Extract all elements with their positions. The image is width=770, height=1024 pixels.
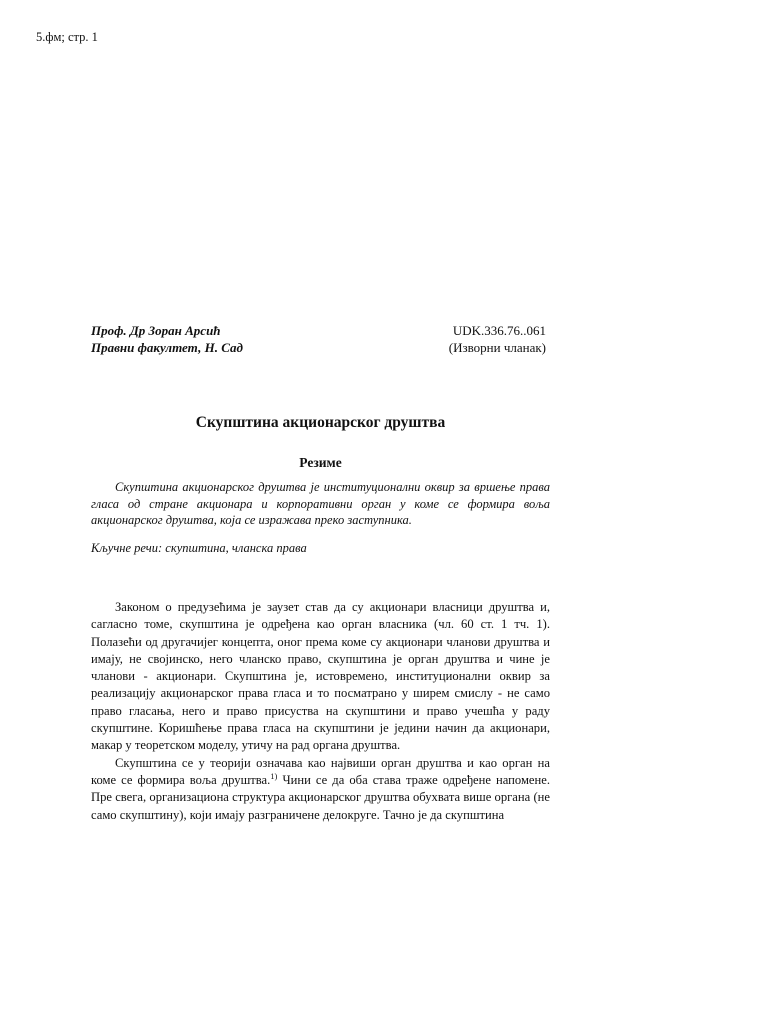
body-paragraph-1: Законом о предузећима је заузет став да су акционари власници друштва и, сагласно томе, скупштина је одређена као орган власника (чл. 60 ст. 1 тч. 1). Полазећи од другачијег концепта, оног према коме су акционари чланови друштва и имају, не својинско, него чланско право, скупштина је орган друштва и чине је чланови - акционари. Скупштина је, истовремено, институционални оквир за реализацију акционарског права гласа и то посматрано у ширем смислу - не само право гласања, него и право присуства на скупштини и право учешћа у раду скупштине. Коришћење права гласа на скупштини је једини начин да акционари, макар у теоретском моделу, утичу на рад органа друштва. <box>91 600 550 753</box>
udk-code: UDK.336.76..061 <box>452 323 546 338</box>
article-type: (Изворни чланак) <box>448 340 546 355</box>
footnote-marker: 1) <box>270 770 278 781</box>
article-title: Скупштина акционарског друштва <box>195 414 446 431</box>
body-text <box>91 599 550 824</box>
classification-block <box>449 322 546 356</box>
paragraph-2-start: Скупштина се у теорији означава као највиши орган друштва и као орган на коме се формира воља друштва. <box>91 755 550 787</box>
abstract-text: Скупштина акционарског друштва је институционални оквир за вршење права гласа од стране акционара и корпоративни орган у коме се формира воља акционарског друштва, која се изражава преко заступника. <box>91 480 550 527</box>
author-block <box>91 322 243 356</box>
summary-heading: Резиме <box>299 455 342 470</box>
paragraph-2-rest: Чини се да оба става траже одређене напомене. Пре свега, организациона структура акционарског друштва обухвата више органа (не само скупштину), који имају разграничене делокруге. Тачно је да скупштина <box>91 772 550 822</box>
keywords: Кључне речи: скупштина, чланска права <box>91 541 307 555</box>
author-affiliation: Правни факултет, Н. Сад <box>91 340 243 355</box>
author-name: Проф. Др Зоран Арсић <box>91 323 221 338</box>
body-paragraph-2 <box>91 755 550 824</box>
page-header-note: 5.фм; стр. 1 <box>36 30 98 44</box>
